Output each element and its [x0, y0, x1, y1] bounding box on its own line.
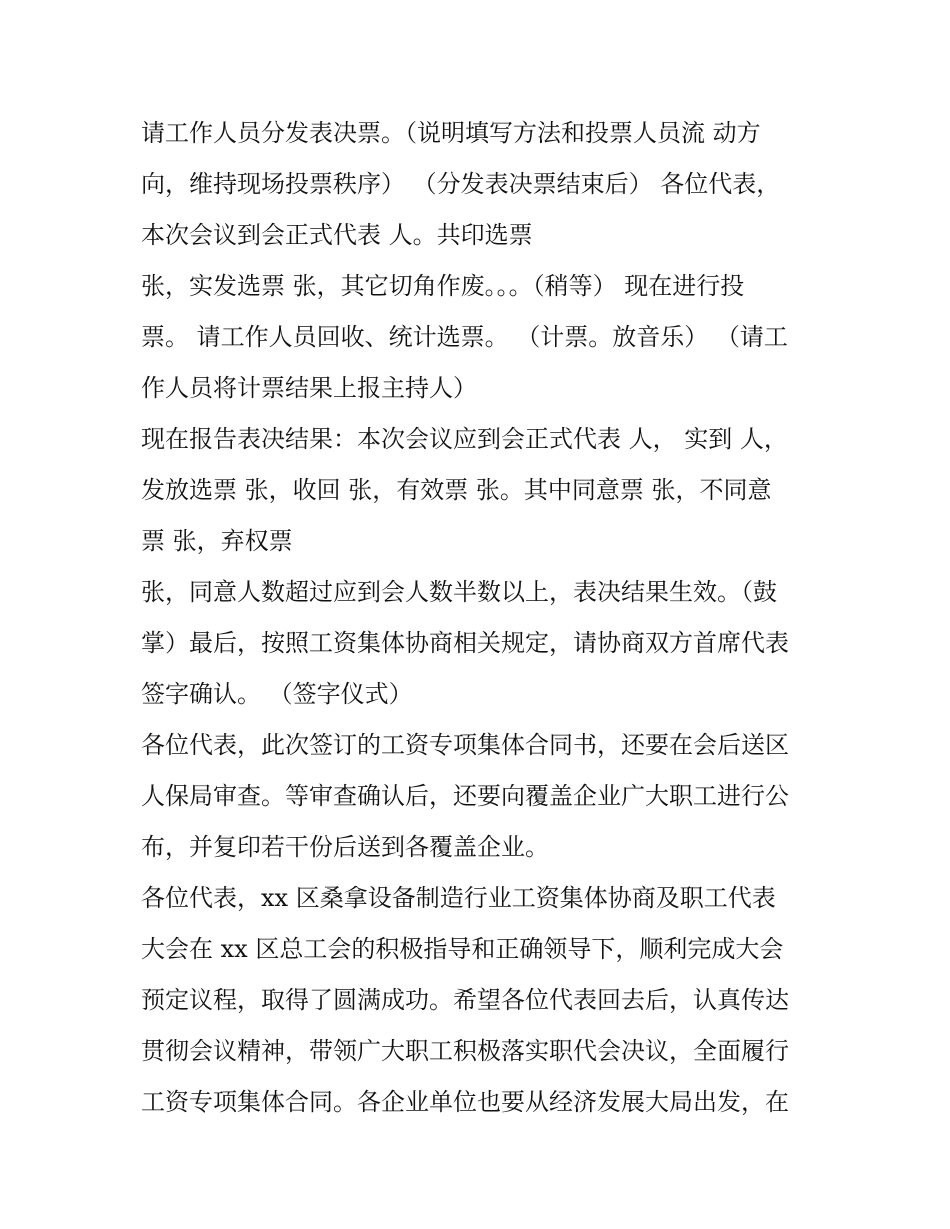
text-line-5: 票。 请工作人员回收、统计选票。 （计票。放音乐） （请工	[141, 323, 788, 351]
text-line-2: 向，维持现场投票秩序） （分发表决票结束后） 各位代表，	[141, 170, 781, 198]
text-line-18: 预定议程，取得了圆满成功。希望各位代表回去后，认真传达	[141, 986, 789, 1014]
text-line-6: 作人员将计票结果上报主持人）	[141, 374, 477, 402]
text-line-8: 发放选票 张，收回 张，有效票 张。其中同意票 张，不同意	[141, 476, 772, 504]
text-line-11: 掌）最后，按照工资集体协商相关规定，请协商双方首席代表	[141, 629, 789, 657]
text-line-4: 张，实发选票 张，其它切角作废。。。（稍等） 现在进行投	[141, 272, 745, 300]
body-text	[141, 108, 821, 1128]
text-line-15: 布，并复印若干份后送到各覆盖企业。	[141, 833, 549, 861]
text-line-17: 大会在 xx 区总工会的积极指导和正确领导下，顺利完成大会	[141, 935, 784, 963]
text-line-10: 张，同意人数超过应到会人数半数以上，表决结果生效。（鼓	[141, 578, 777, 606]
text-line-9: 票 张，弃权票	[141, 527, 293, 555]
text-line-20: 工资专项集体合同。各企业单位也要从经济发展大局出发，在	[141, 1088, 789, 1116]
text-line-19: 贯彻会议精神，带领广大职工积极落实职代会决议，全面履行	[141, 1037, 789, 1065]
text-line-1: 请工作人员分发表决票。（说明填写方法和投票人员流 动方	[141, 119, 761, 147]
text-line-3: 本次会议到会正式代表 人。共印选票	[141, 221, 533, 249]
text-line-16: 各位代表，xx 区桑拿设备制造行业工资集体协商及职工代表	[141, 884, 776, 912]
text-line-12: 签字确认。 （签字仪式）	[141, 680, 413, 708]
text-line-14: 人保局审查。等审查确认后，还要向覆盖企业广大职工进行公	[141, 782, 789, 810]
text-line-7: 现在报告表决结果：本次会议应到会正式代表 人， 实到 人，	[141, 425, 788, 453]
text-line-13: 各位代表，此次签订的工资专项集体合同书，还要在会后送区	[141, 731, 789, 759]
